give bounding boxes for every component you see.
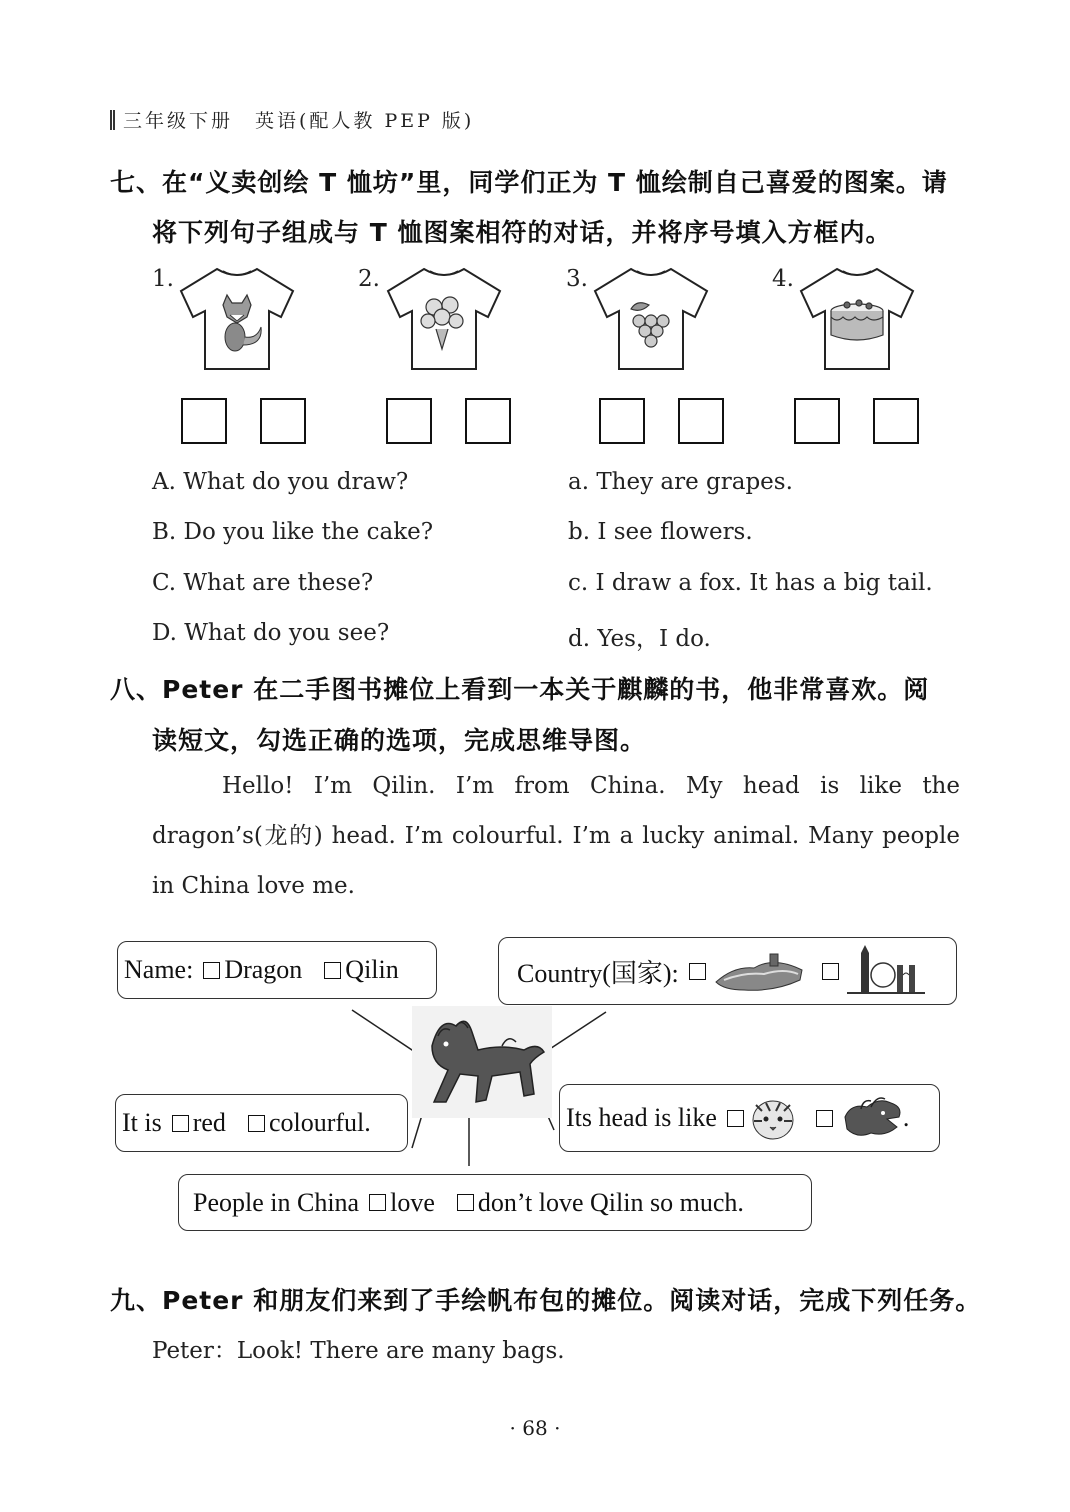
- q7-title-line2: 将下列句子组成与 T 恤图案相符的对话，并将序号填入方框内。: [152, 218, 892, 247]
- color-label: It is: [122, 1108, 162, 1137]
- head-tiger-checkbox[interactable]: [727, 1110, 744, 1127]
- color-red-checkbox[interactable]: [172, 1115, 189, 1132]
- color-red-label: red: [192, 1108, 226, 1137]
- name-qilin-checkbox[interactable]: [324, 962, 341, 979]
- dont-love-checkbox[interactable]: [457, 1194, 474, 1211]
- love-opt1-label: love: [390, 1187, 435, 1217]
- q9-title: 九、Peter 和朋友们来到了手绘帆布包的摊位。阅读对话，完成下列任务。: [110, 1286, 982, 1315]
- option-b: b. I see flowers.: [568, 519, 753, 545]
- option-d: d. Yes，I do.: [568, 626, 711, 652]
- color-colourful-label: colourful.: [268, 1108, 371, 1137]
- head-end: .: [902, 1103, 910, 1132]
- mindmap-color-box: [115, 1094, 408, 1152]
- q9-dialogue-line1: Peter：Look! There are many bags.: [152, 1338, 565, 1364]
- shirt-number-4: 4.: [772, 266, 794, 292]
- love-opt2-label: don’t love Qilin so much.: [477, 1187, 744, 1217]
- head-label: Its head is like: [566, 1103, 717, 1132]
- name-dragon-checkbox[interactable]: [203, 962, 220, 979]
- page-number: · 68 ·: [509, 1416, 561, 1440]
- head-dragon-checkbox[interactable]: [816, 1110, 833, 1127]
- color-colourful-checkbox[interactable]: [248, 1115, 265, 1132]
- mindmap-love-box: [178, 1174, 812, 1231]
- mindmap-name-box: [117, 941, 437, 999]
- mindmap-country-box: [498, 937, 957, 1005]
- dragon-icon: [841, 1093, 903, 1143]
- mindmap-head-box: [559, 1084, 940, 1152]
- country-china-checkbox[interactable]: [689, 963, 706, 980]
- london-skyline-icon: [847, 945, 925, 997]
- country-label: Country(国家):: [517, 958, 679, 988]
- great-wall-icon: [714, 946, 804, 996]
- option-c: c. I draw a fox. It has a big tail.: [568, 570, 933, 596]
- love-checkbox[interactable]: [369, 1194, 386, 1211]
- option-a: a. They are grapes.: [568, 469, 793, 495]
- option-D: D. What do you see?: [152, 620, 390, 646]
- name-dragon-label: Dragon: [224, 955, 303, 984]
- shirt-number-2: 2.: [358, 266, 380, 292]
- q8-title-line1: 八、Peter 在二手图书摊位上看到一本关于麒麟的书，他非常喜欢。阅: [110, 675, 930, 704]
- option-C: C. What are these?: [152, 570, 374, 596]
- country-uk-checkbox[interactable]: [822, 963, 839, 980]
- tiger-icon: [748, 1093, 798, 1143]
- q8-passage: Hello! I’m Qilin. I’m from China. My head is like the dragon’s(龙的) head. I’m colourful. I’m a lucky animal. Many people in China love me.: [152, 773, 960, 899]
- shirt-number-3: 3.: [566, 266, 588, 292]
- q8-title-line2: 读短文，勾选正确的选项，完成思维导图。: [152, 726, 647, 755]
- shirt-number-1: 1.: [152, 266, 174, 292]
- option-A: A. What do you draw?: [152, 469, 409, 495]
- option-B: B. Do you like the cake?: [152, 519, 434, 545]
- qilin-icon: [412, 1006, 552, 1118]
- q7-title-line1: 七、在“义卖创绘 T 恤坊”里，同学们正为 T 恤绘制自己喜爱的图案。请: [110, 168, 948, 197]
- name-qilin-label: Qilin: [345, 955, 399, 984]
- love-label: People in China: [193, 1187, 360, 1217]
- name-label: Name:: [124, 955, 194, 984]
- header-text: 三年级下册 英语(配人教 PEP 版): [123, 110, 475, 132]
